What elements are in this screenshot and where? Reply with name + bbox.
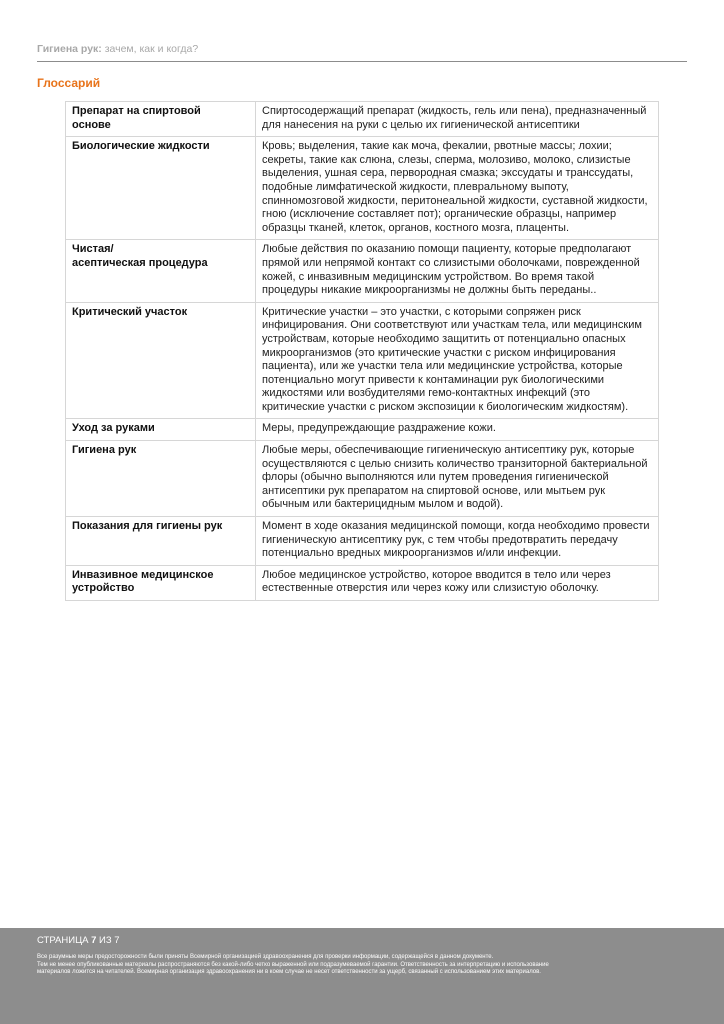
- header-title-strong: Гигиена рук:: [37, 43, 102, 55]
- disclaimer-line: материалов ложится на читателей. Всемирная организация здравоохранения ни в коем случае не несет ответственности за ущерб, связанный с использованием этих материалов.: [37, 969, 541, 976]
- glossary-term-line: Препарат на спиртовой: [72, 105, 201, 117]
- glossary-term-line: Чистая/: [72, 243, 114, 256]
- glossary-row: [66, 517, 659, 566]
- glossary-term-line: Критический участок: [72, 305, 188, 318]
- glossary-term-line: асептическая процедура: [72, 256, 208, 269]
- glossary-definition: Критические участки – это участки, с которыми сопряжен риск инфицирования. Они соответствуют или участкам тела, или медицинским устройствам, которые необходимо защитить от потенциально опасных микроорганизмов (это критические участки с риском инфицирования пациента), или же участки тела или медицинские устройства, которые потенциально могут привести к контаминации рук биологическими жидкостями или возбудителями гемо-контактных инфекций (это критические участки с риском экспозиции к биологическим жидкостям).: [256, 302, 659, 419]
- glossary-term-line: Инвазивное медицинское: [72, 568, 214, 581]
- glossary-definition: Любые меры, обеспечивающие гигиеническую антисептику рук, которые осуществляются с целью снизить количество транзиторной бактериальной флоры (обычно выполняются или путем проведения гигиенической антисептики рук препаратом на спиртовой основе, или мытьем рук обычным или бактерицидным мылом и водой).: [256, 441, 659, 517]
- page-header: [37, 43, 687, 62]
- glossary-definition: Кровь; выделения, такие как моча, фекалии, рвотные массы; лохии; секреты, такие как слюна, слезы, сперма, молозиво, молоко, слизистые выделения, ушная сера, первородная смазка; экссудаты и транссудаты, подобные лимфатической жидкости, плевральному выпоту, спинномозговой жидкости, перитонеальной жидкости, суставной жидкости, гною (исключение составляет пот); органические образцы, например образцы тканей, клеток, органов, костного мозга, плаценты.: [256, 137, 659, 240]
- glossary-row: [66, 565, 659, 600]
- glossary-term: [66, 240, 256, 302]
- glossary-term-line: основе: [72, 118, 111, 131]
- glossary-term-line: устройство: [72, 582, 135, 595]
- glossary-term-line: Гигиена рук: [72, 444, 137, 457]
- page-suffix: ИЗ 7: [96, 935, 120, 946]
- page-footer: [0, 928, 724, 1024]
- header-title-rest: зачем, как и когда?: [101, 43, 199, 55]
- page-number: 7: [91, 935, 97, 946]
- disclaimer-line: Все разумные меры предосторожности были приняты Всемирной организацией здравоохранения для проверки информации, содержащейся в данном документе.: [37, 954, 494, 960]
- page-prefix: СТРАНИЦА: [37, 935, 92, 946]
- glossary-definition: Любое медицинское устройство, которое вводится в тело или через естественные отверстия или через кожу или слизистую оболочку.: [256, 565, 659, 600]
- disclaimer: [37, 954, 677, 977]
- glossary-definition: Любые действия по оказанию помощи пациенту, которые предполагают прямой или непрямой контакт со слизистыми оболочками, поврежденной кожей, с инвазивным медицинским устройством. Во время такой процедуры никакие микроорганизмы не должны быть переданы..: [256, 240, 659, 302]
- glossary-body: [66, 102, 659, 601]
- glossary-definition: Спиртосодержащий препарат (жидкость, гель или пена), предназначенный для нанесения на руки с целью их гигиенической антисептики: [256, 102, 659, 137]
- glossary-term: [66, 441, 256, 517]
- glossary-term-line: Показания для гигиены рук: [72, 520, 223, 533]
- glossary-term-line: Биологические жидкости: [72, 140, 210, 153]
- glossary-term: [66, 517, 256, 566]
- page-indicator: [37, 935, 120, 946]
- glossary-term: [66, 102, 256, 137]
- glossary-term: [66, 565, 256, 600]
- glossary-term-line: Уход за руками: [72, 422, 155, 435]
- glossary-row: [66, 441, 659, 517]
- glossary-term: [66, 419, 256, 441]
- glossary-row: [66, 137, 659, 240]
- glossary-definition: Меры, предупреждающие раздражение кожи.: [256, 419, 659, 441]
- glossary-row: [66, 302, 659, 419]
- glossary-row: [66, 419, 659, 441]
- section-title: Глоссарий: [37, 76, 101, 90]
- glossary-term: [66, 302, 256, 419]
- glossary-definition: Момент в ходе оказания медицинской помощи, когда необходимо провести гигиеническую антисептику рук, с тем чтобы предотвратить передачу потенциально вредных микроорганизмов и/или инфекции.: [256, 517, 659, 566]
- glossary-row: [66, 240, 659, 302]
- glossary-table: [65, 101, 659, 601]
- disclaimer-line: Тем не менее опубликованные материалы распространяются без какой-либо четко выраженной или подразумеваемой гарантии. Ответственность за интерпретацию и использование: [37, 961, 549, 968]
- glossary-row: [66, 102, 659, 137]
- glossary-term: [66, 137, 256, 240]
